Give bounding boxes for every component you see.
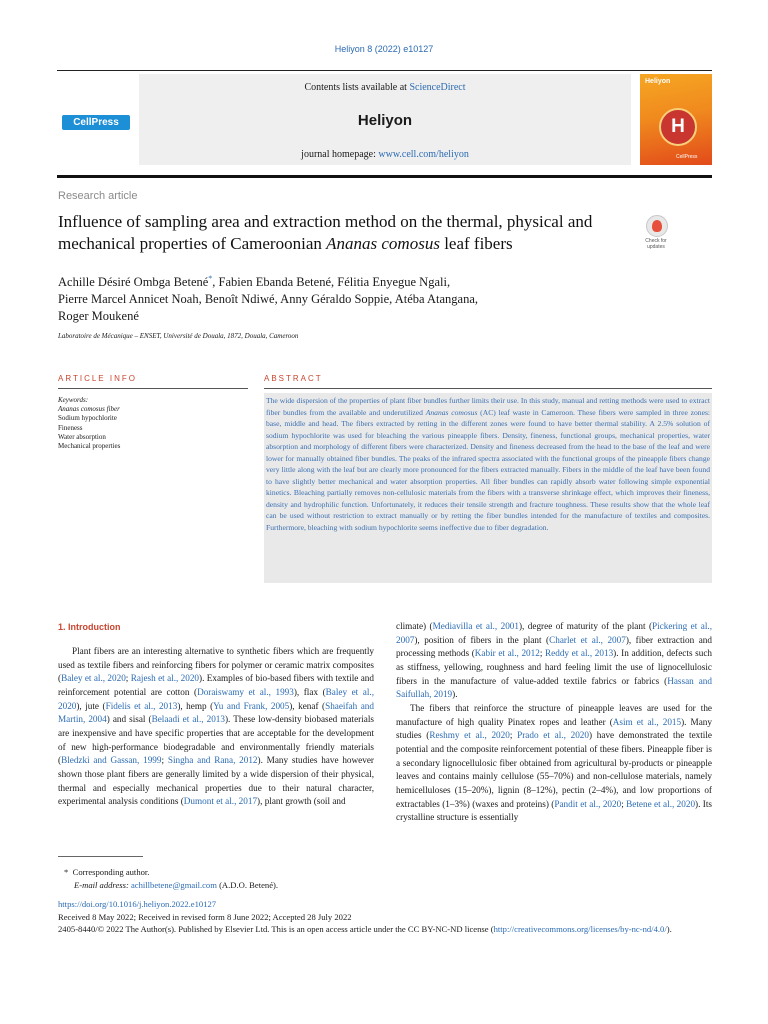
title-tail: leaf fibers [439,234,513,253]
paragraph-text: ). Many studies ( [396,716,712,741]
license-text: 2405-8440/© 2022 The Author(s). Published by Elsevier Ltd. This is an open access article under the CC BY-NC-ND license ( [58,924,494,935]
paragraph-text: Plant fibers are an interesting alternative to synthetic fibers which are frequently used as textile fibers and reinforcing fibers for polymer or ceramic matrix composites ( [58,646,374,684]
abstract-part2: (AC) leaf waste in Cameroon. These fibers were sampled in three zones: base, middle and head. The fibers extracted by retting in the different zones were found to have better thermal stability. A 2.5% solution of sodium hypochlorite was used for bleaching the various pineapple fibers. Density, fineness, functional groups, mechanical properties, water absorption and morphology of different fibers were characterized. Density and fineness decreased from the head to the base of the leaf and were lower for manually obtained fiber bundles. The peaks of the infrared spectra associated with the functional groups of the pineapple fibers change very little along with the leaf but are clearly more pronounced for the fibers extracted manually. Fibers in the middle of the leaf have been found to have slightly better mechanical and water absorption properties. All fiber bundles can rapidly absorb water following simple exponential kinetics. Bleaching partially removes non-cellulosic materials from the fibers with a transverse shrinkage effect, which improves their fineness, density and hydrophilic function. Unfortunately, it reduces their tensile strength and fracture toughness. These results show that the whole leaf can be used without restriction to extract manually or by retting the fiber bundles intended for the manufacture of textiles and composites. Furthermore, bleaching with sodium hypochlorite seems ineffective due to fiber degradation. [266,407,711,533]
cellpress-logo-text: CellPress [73,117,119,128]
contents-prefix: Contents lists available at [304,82,410,93]
abstract-heading: ABSTRACT [264,374,323,383]
article-metadata [58,898,718,936]
paragraph-text: ; [539,648,546,659]
citation-link[interactable]: Reshmy et al., 2020 [429,730,510,741]
journal-cover-image[interactable] [640,74,712,165]
author-list [58,270,658,325]
abstract-rule [264,388,712,389]
author-line1: , Fabien Ebanda Betené, Félitia Enyegue Ngali, [212,275,451,290]
citation-link[interactable]: Hassan and Saifullah, 2019 [396,675,712,700]
intro-left-column [58,645,374,809]
check-updates-label: Check for updates [645,238,667,250]
title-species: Ananas comosus [326,234,440,253]
citation-link[interactable]: Pandit et al., 2020 [554,798,622,809]
introduction-heading: 1. Introduction [58,622,121,632]
citation-link[interactable]: Kabir et al., 2012 [474,648,540,659]
citation-link[interactable]: Bledzki and Gassan, 1999 [61,755,162,766]
doi-link[interactable]: https://doi.org/10.1016/j.heliyon.2022.e10127 [58,899,217,909]
footnote-rule [58,856,143,857]
paragraph-text: ), jute ( [76,700,106,711]
paragraph-text: ; [621,798,627,809]
paragraph-text: ), flax ( [293,686,326,697]
citation-link[interactable]: Mediavilla et al., 2001 [432,621,519,631]
license-link[interactable]: http://creativecommons.org/licenses/by-nc-nd/4.0/ [493,924,667,935]
journal-reference[interactable]: Heliyon 8 (2022) e10127 [334,44,434,54]
keywords-block [58,396,248,451]
intro-paragraph-2 [396,702,712,825]
keyword-item: Fineness [58,423,83,432]
citation-link[interactable]: Shaeifah and Martin, 2004 [58,700,374,725]
citation-link[interactable]: Asim et al., 2015 [612,716,682,727]
citation-link[interactable]: Betene et al., 2020 [626,798,696,809]
email-label: E-mail address: [74,880,131,890]
citation-link[interactable]: Baley et al., 2020 [61,673,126,684]
paragraph-text: ). [452,689,458,700]
abstract-text [266,395,710,534]
homepage-prefix: journal homepage: [301,149,379,160]
paragraph-text: climate) ( [396,621,433,631]
citation-link[interactable]: Reddy et al., 2013 [545,648,614,659]
contents-line [139,82,631,93]
cover-h-logo: H [659,108,697,146]
homepage-line [139,149,631,160]
paragraph-text: ), plant growth (soil and [257,796,346,807]
paragraph-text: ). Examples of bio-based fibers with textile and reinforcement potential are cotton ( [58,673,374,697]
cellpress-logo[interactable] [62,115,130,130]
citation-link[interactable]: Pickering et al., 2007 [396,621,712,645]
received-dates: Received 8 May 2022; Received in revised form 8 June 2022; Accepted 28 July 2022 [58,911,352,922]
abstract-part1: The wide dispersion of the properties of plant fiber bundles further limits their use. In this study, manual and retting methods were used to extract fiber bundles from the available and underutilized [266,396,710,417]
article-type: Research article [58,190,138,202]
corresponding-author-note: Corresponding author. [72,867,150,877]
header-top-rule [57,70,712,71]
intro-right-column [396,620,712,825]
title-main: Influence of sampling area and extraction method on the thermal, physical and mechanical properties of Cameroonian [58,212,593,253]
paragraph-text: The fibers that reinforce the structure of pineapple leaves are used for the manufacture of high quality Pinatex ropes and leather ( [396,702,712,727]
citation-link[interactable]: Charlet et al., 2007 [549,634,626,645]
affiliation: Laboratoire de Mécanique – ENSET, Université de Douala, 1872, Douala, Cameroon [58,332,299,340]
footnote [58,866,278,892]
paragraph-text: ). In addition, defects such as stiffness, yellowing, roughness and hard feeling limit the use of lignocellulosic fibers in the manufacture of value-added textile fabrics or fabrics ( [396,648,712,686]
paragraph-text: ), fiber extraction and processing methods ( [396,634,712,659]
author-line2: Pierre Marcel Annicet Noah, Benoît Ndiwé, Anny Géraldo Soppie, Atéba Atangana, [58,292,479,307]
citation-link[interactable]: Dumont et al., 2017 [183,796,258,807]
keyword-item: Mechanical properties [58,442,121,451]
article-info-heading: ARTICLE INFO [58,374,137,383]
keyword-item: Water absorption [58,432,106,441]
check-for-updates-badge[interactable] [640,215,672,253]
citation-link[interactable]: Doraiswamy et al., 1993 [197,686,294,697]
author-email-link[interactable]: achillbetene@gmail.com [130,880,217,890]
paragraph-text: ), kenaf ( [289,700,326,711]
author-line3: Roger Moukené [58,309,139,324]
keywords-label: Keywords: [58,396,89,404]
paragraph-text: ), degree of maturity of the plant ( [518,621,653,631]
keyword-item: Ananas comosus fiber [58,405,120,414]
cover-title: Heliyon [645,78,671,85]
article-title [58,211,633,255]
journal-title: Heliyon [357,112,413,129]
paragraph-text: ; [509,730,518,741]
paragraph-text: ). These low-density biobased materials are inexpensive and have specific properties that are acceptable for the development of new high-performance biodegradable and environmentally friendly materials ( [58,714,374,766]
cover-footer: CellPress [676,154,698,160]
citation-link[interactable]: Yu and Frank, 2005 [213,700,290,711]
citation-link[interactable]: Belaadi et al., 2013 [151,714,225,725]
paragraph-text: ). Many studies have however shown those plant fibers are generally limited by a wide dispersion of their physical, thermal and especially mechanical properties due to their natural character, experimental analysis conditions ( [58,755,374,807]
intro-paragraph-1 [58,645,374,809]
paragraph-text: ). Its crystalline structure is essentially [396,798,712,823]
paragraph-text: ; [125,673,131,684]
corresponding-marker[interactable]: * [208,274,213,283]
sciencedirect-link[interactable]: ScienceDirect [409,82,466,93]
article-info-rule [58,388,248,389]
paragraph-text: ), position of fibers in the plant ( [414,634,550,645]
abstract-species: Ananas comosus [425,407,478,417]
paragraph-text: ), hemp ( [177,700,214,711]
paragraph-text: ) have demonstrated the textile potential and the composite reinforcement potential of these fibers. Pineapple fiber is a secondary lignocellulosic fiber obtained from agricultural by-products or pineapple leaves and contains mainly cellulose (55–70%) and non-cellulose materials, namely hemicelluloses (15–20%), lignin (8–12%), pectin (2–4%), and low proportions of extractables (1–3%) (waxes and proteins) ( [396,730,712,809]
intro-paragraph-continued [396,620,712,702]
email-suffix: (A.D.O. Betené). [216,880,279,890]
citation-link[interactable]: Fidelis et al., 2013 [105,700,178,711]
citation-link[interactable]: Singha and Rana, 2012 [167,755,258,766]
citation-link[interactable]: Rajesh et al., 2020 [130,673,200,684]
paragraph-text: ) and sisal ( [106,714,152,725]
citation-link[interactable]: Prado et al., 2020 [517,730,589,741]
check-updates-icon [646,215,668,237]
license-end: ). [666,924,672,935]
author-first: Achille Désiré Ombga Betené [58,275,209,290]
homepage-link[interactable]: www.cell.com/heliyon [378,149,469,160]
paragraph-text: ; [161,755,168,766]
header-bottom-rule [57,175,712,178]
citation-link[interactable]: Baley et al., 2020 [58,686,374,711]
footnote-marker: * [64,867,69,877]
keyword-item: Sodium hypochlorite [58,414,117,423]
